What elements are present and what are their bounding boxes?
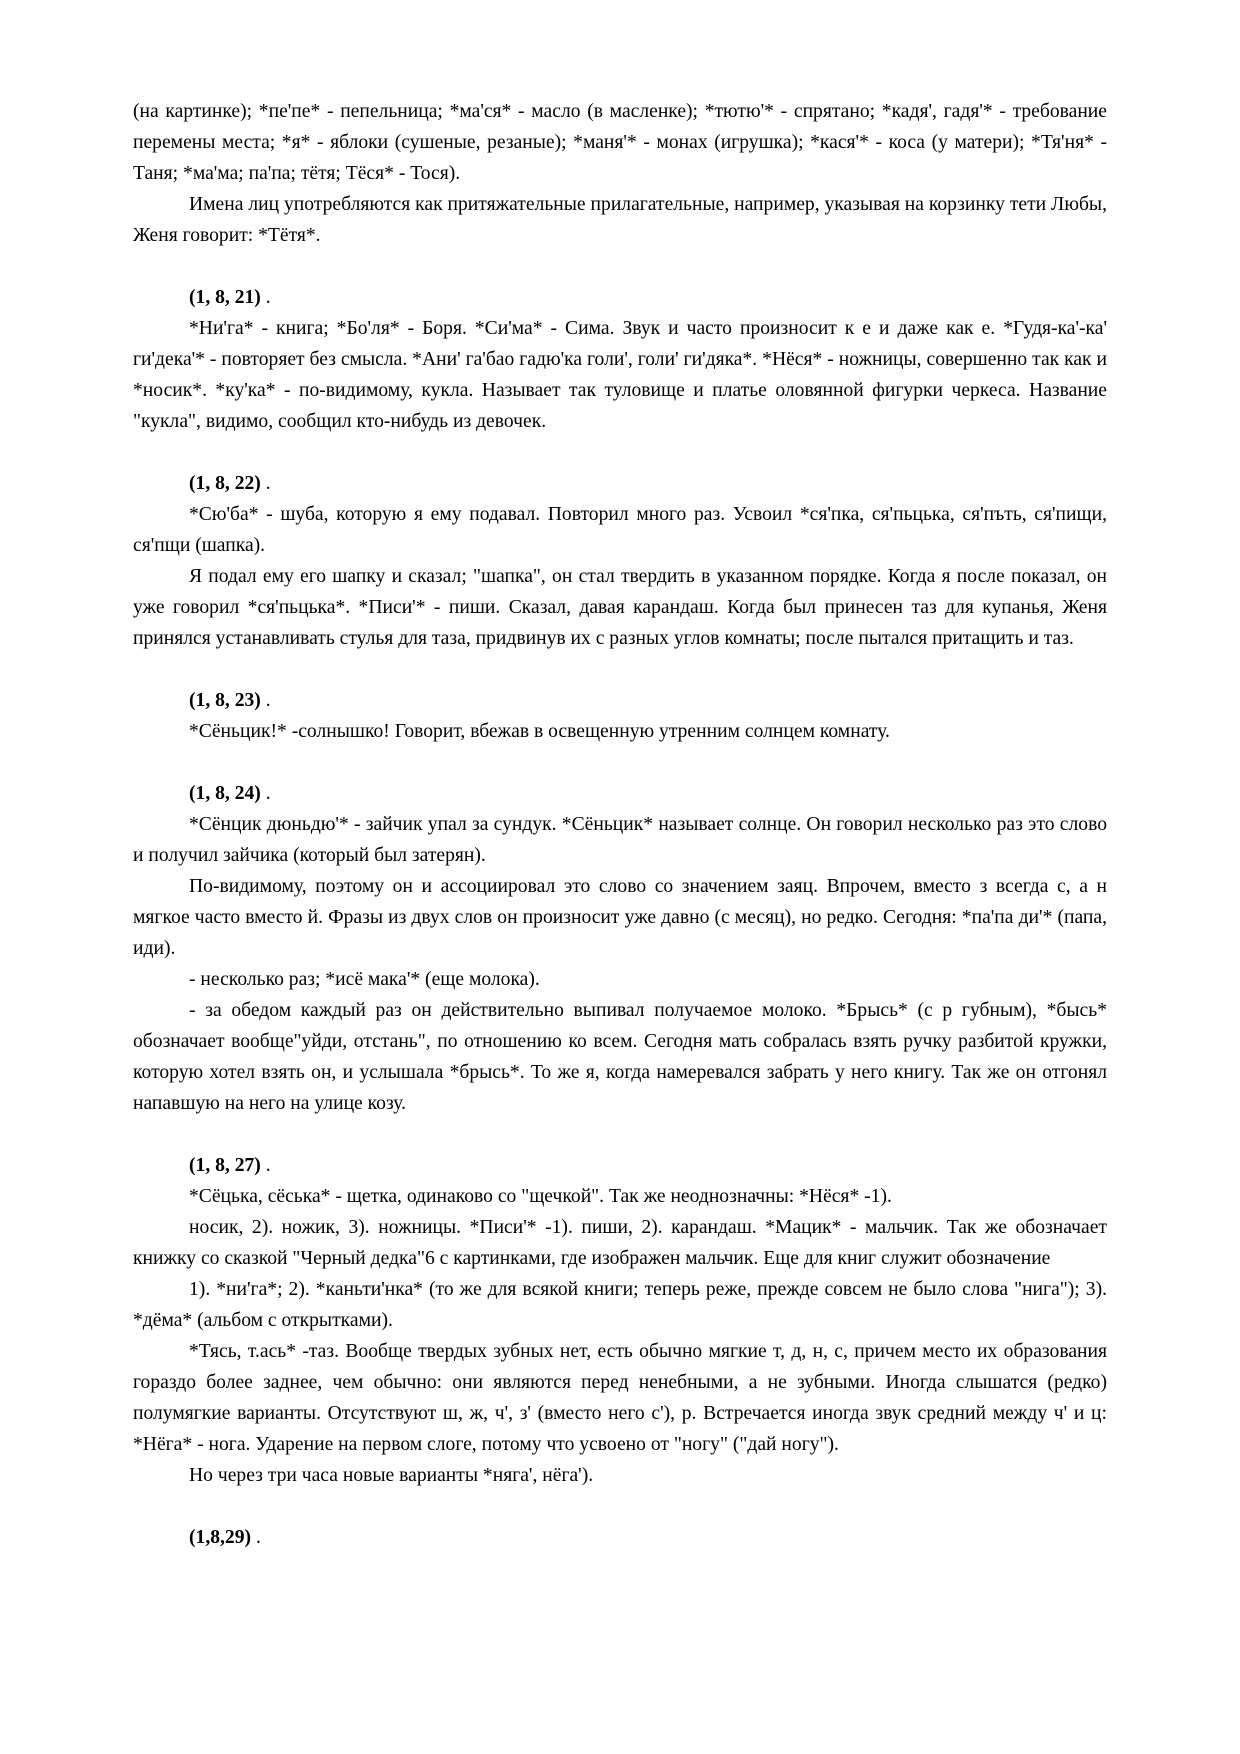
paragraph: По-видимому, поэтому он и ассоциировал это слово со значением заяц. Впрочем, вместо з всегда с, а н мягкое часто вместо й. Фразы из двух слов он произносит уже давно (с месяц), но редко. Сегодня: *па'па ди'* (папа, иди). [133, 876, 1107, 959]
paragraph: Я подал ему его шапку и сказал; "шапка", он стал твердить в указанном порядке. Когда я после показал, он уже говорил *ся'пьцька*. *Писи'* - пиши. Сказал, давая карандаш. Когда был принесен таз для купанья, Женя принялся устанавливать стулья для таза, придвинув их с разных углов комнаты; после пытался притащить и таз. [133, 566, 1107, 649]
paragraph: *Сёньцик!* -солнышко! Говорит, вбежав в освещенную утренним солнцем комнату. [189, 721, 890, 742]
paragraph: *Ни'га* - книга; *Бо'ля* - Боря. *Си'ма* - Сима. Звук и часто произносит к е и даже как е. *Гудя-ка'-ка' ги'дека'* - повторяет без смысла. *Ани' га'бао гадю'ка голи', голи' ги'дяка*. *Нёся* - ножницы, совершенно так как и *носик*. *ку'ка* - по-видимому, кукла. Называет так туловище и платье оловянной фигурки черкеса. Название "кукла", видимо, сообщил кто-нибудь из девочек. [133, 318, 1107, 432]
section-heading [133, 654, 1107, 716]
section-number: (1, 8, 21) [189, 287, 261, 308]
paragraph: *Сёцька, сёська* - щетка, одинаково со "щечкой". Так же неоднозначны: *Нёся* -1). [189, 1186, 892, 1207]
section-heading [133, 747, 1107, 809]
paragraph: Но через три часа новые варианты *няга', нёга'). [189, 1465, 594, 1486]
paragraph: - за обедом каждый раз он действительно выпивал получаемое молоко. *Брысь* (с р губным), *бысь* обозначает вообще"уйди, отстань", по отношению ко всем. Сегодня мать собралась взять ручку разбитой кружки, которую хотел взять он, и услышала *брысь*. То же я, когда намеревался забрать у него книгу. Так же он отгонял напавшую на него на улице козу. [133, 1000, 1107, 1114]
section-heading-dot: . [265, 690, 271, 711]
section-number: (1, 8, 27) [189, 1155, 261, 1176]
section-heading-dot: . [265, 783, 271, 804]
section-heading [133, 1491, 1107, 1553]
paragraph: (на картинке); *пе'пе* - пепельница; *ма'ся* - масло (в масленке); *тютю'* - спрятано; *кадя', гадя'* - требование перемены места; *я* - яблоки (сушеные, резаные); *маня'* - монах (игрушка); *кася'* - коса (у матери); *Тя'ня* - Таня; *ма'ма; па'па; тётя; Тёся* - Тося). [133, 101, 1107, 184]
section-number: (1,8,29) [189, 1527, 252, 1548]
section-number: (1, 8, 22) [189, 473, 261, 494]
section-heading-dot: . [265, 287, 271, 308]
paragraph: *Сёнцик дюньдю'* - зайчик упал за сундук. *Сёньцик* называет солнце. Он говорил несколько раз это слово и получил зайчика (который был затерян). [133, 814, 1107, 866]
paragraph: носик, 2). ножик, 3). ножницы. *Писи'* -1). пиши, 2). карандаш. *Мацик* - мальчик. Так же обозначает книжку со сказкой "Черный дедка"6 с картинками, где изображен мальчик. Еще для книг служит обозначение [133, 1217, 1107, 1269]
paragraph: *Тясь, т.ась* -таз. Вообще твердых зубных нет, есть обычно мягкие т, д, н, с, причем место их образования гораздо более заднее, чем обычно: они являются перед ненебными, а не зубными. Иногда слышатся (редко) полумягкие варианты. Отсутствуют ш, ж, ч', з' (вместо него с'), р. Встречается иногда звук средний между ч' и ц: *Нёга* - нога. Ударение на первом слоге, потому что усвоено от "ногу" ("дай ногу"). [133, 1341, 1107, 1455]
section-number: (1, 8, 23) [189, 690, 261, 711]
section-number: (1, 8, 24) [189, 783, 261, 804]
paragraph: - несколько раз; *исё мака'* (еще молока). [189, 969, 540, 990]
section-heading-dot: . [265, 473, 271, 494]
section-heading [133, 437, 1107, 499]
paragraph: 1). *ни'га*; 2). *каньти'нка* (то же для всякой книги; теперь реже, прежде совсем не было слова "нига"); 3). *дёма* (альбом с открытками). [133, 1279, 1107, 1331]
document-text-body [133, 96, 1107, 1553]
section-heading [133, 1119, 1107, 1181]
paragraph: *Сю'ба* - шуба, которую я ему подавал. Повторил много раз. Усвоил *ся'пка, ся'пьцька, ся'пъть, ся'пищи, ся'пщи (шапка). [133, 504, 1107, 556]
section-heading-dot: . [255, 1527, 261, 1548]
paragraph: Имена лиц употребляются как притяжательные прилагательные, например, указывая на корзинку тети Любы, Женя говорит: *Тётя*. [133, 194, 1107, 246]
section-heading [133, 251, 1107, 313]
section-heading-dot: . [265, 1155, 271, 1176]
